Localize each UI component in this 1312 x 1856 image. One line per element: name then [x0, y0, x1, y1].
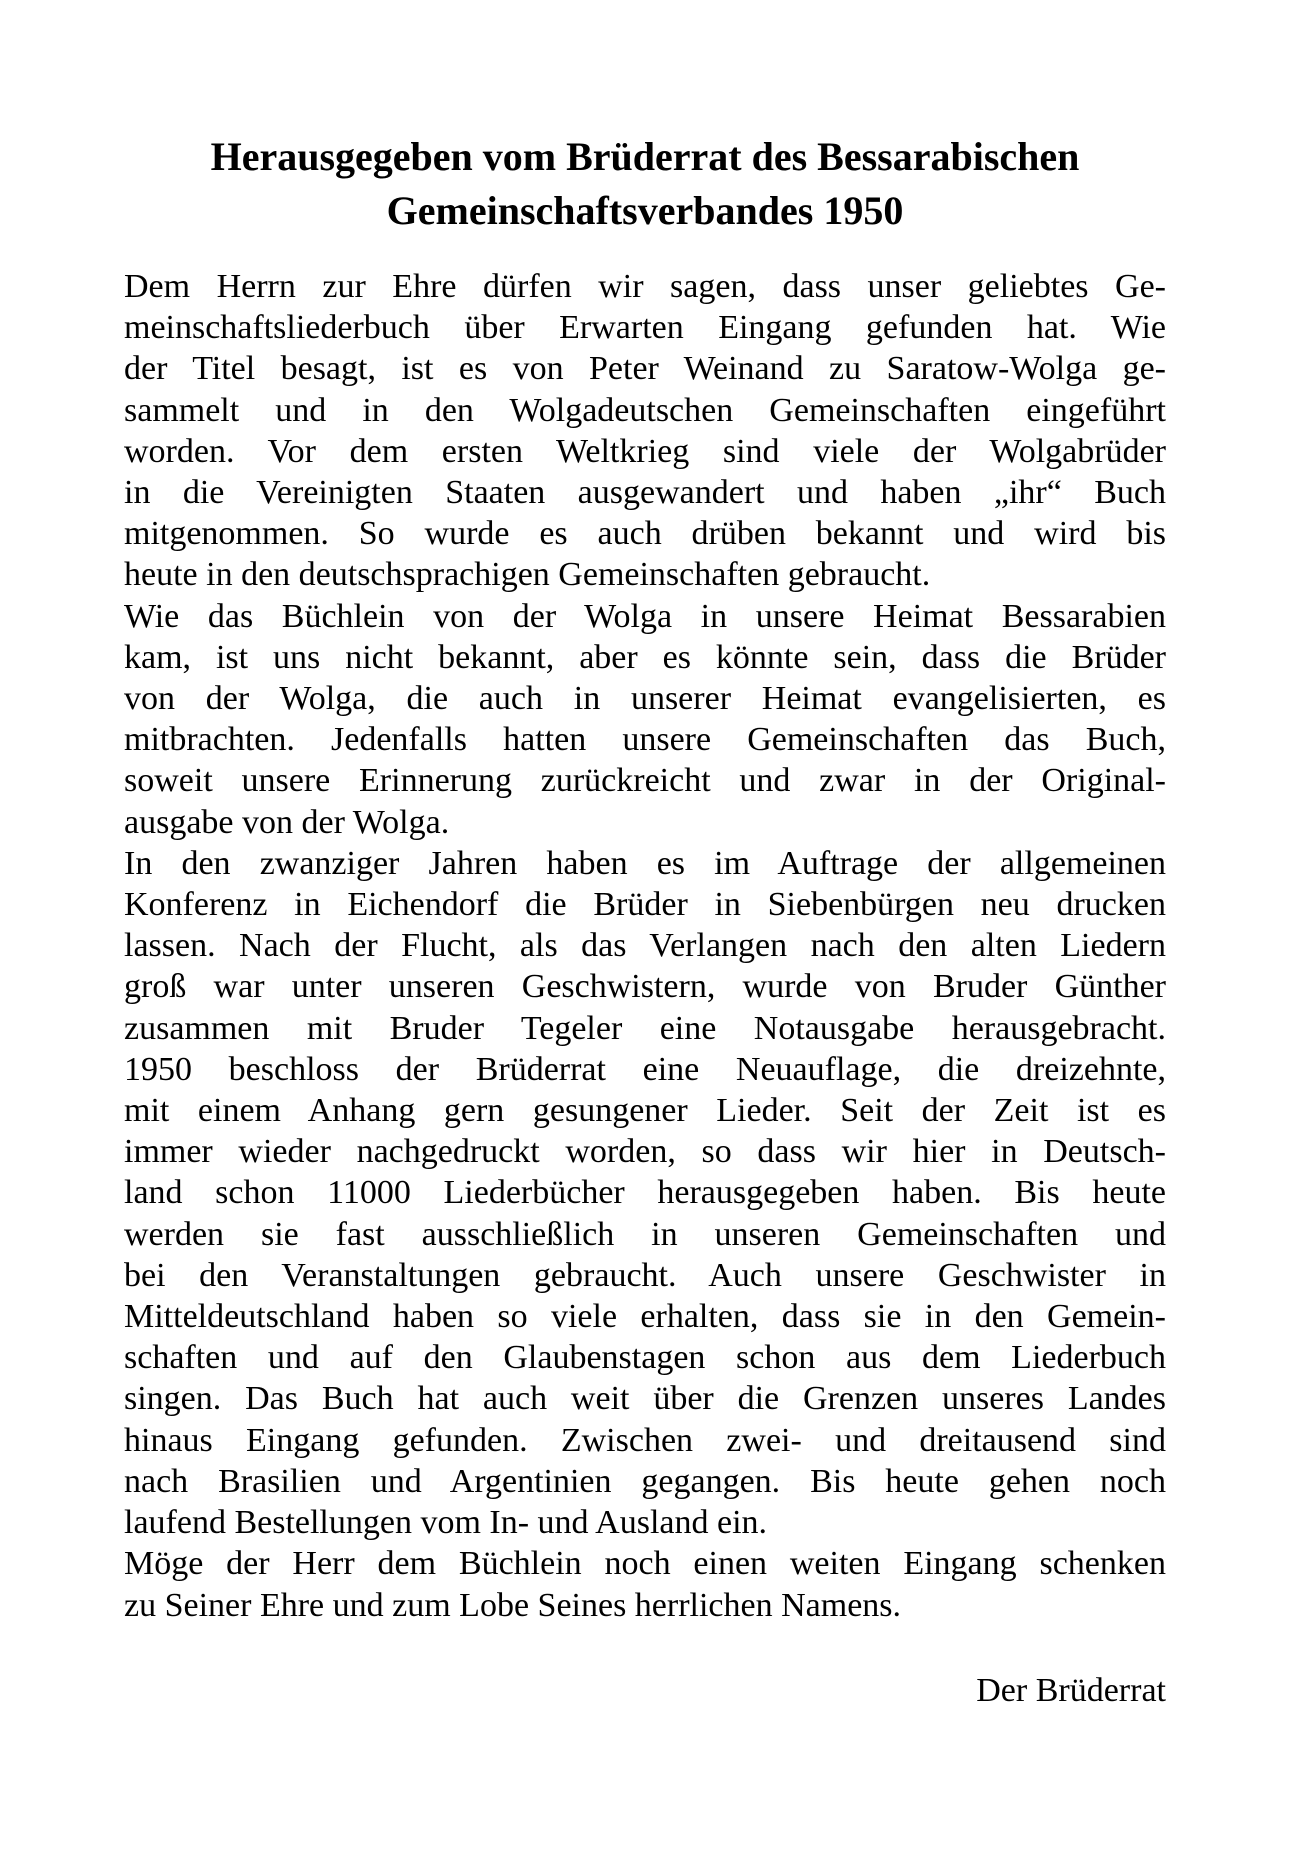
text-line: groß war unter unseren Geschwistern, wurde von Bruder Günther [124, 968, 1166, 1006]
text-line: Dem Herrn zur Ehre dürfen wir sagen, dass unser geliebtes Ge- [124, 268, 1166, 305]
body-paragraph [124, 596, 1166, 843]
text-line: mitgenommen. So wurde es auch drüben bekannt und wird bis [124, 515, 1166, 553]
title-line: Herausgegeben vom Brüderrat des Bessarabischen [210, 134, 1080, 179]
text-line: 1950 beschloss der Brüderrat eine Neuauflage, die dreizehnte, [124, 1050, 1166, 1088]
text-line: kam, ist uns nicht bekannt, aber es könnte sein, dass die Brüder [124, 638, 1166, 676]
text-line: mit einem Anhang gern gesungener Lieder. Seit der Zeit ist es [124, 1092, 1166, 1130]
body-paragraph [124, 843, 1166, 1543]
text-line: soweit unsere Erinnerung zurückreicht und zwar in der Original- [124, 762, 1166, 800]
text-line: zusammen mit Bruder Tegeler eine Notausgabe herausgebracht. [124, 1009, 1166, 1047]
text-line: sammelt und in den Wolgadeutschen Gemeinschaften eingeführt [124, 391, 1166, 429]
text-line: heute in den deutschsprachigen Gemeinschaften gebraucht. [124, 556, 931, 594]
body-paragraph [124, 1543, 1166, 1625]
text-line: Mitteldeutschland haben so viele erhalten, dass sie in den Gemein- [124, 1298, 1166, 1336]
text-line: Möge der Herr dem Büchlein noch einen weiten Eingang schenken [124, 1545, 1166, 1583]
text-line: werden sie fast ausschließlich in unseren Gemeinschaften und [124, 1215, 1166, 1253]
text-line: In den zwanziger Jahren haben es im Auftrage der allgemeinen [124, 844, 1166, 882]
text-line: lassen. Nach der Flucht, als das Verlangen nach den alten Liedern [124, 927, 1166, 965]
text-line: immer wieder nachgedruckt worden, so dass wir hier in Deutsch- [124, 1133, 1166, 1171]
text-line: der Titel besagt, ist es von Peter Weinand zu Saratow-Wolga ge- [124, 350, 1166, 388]
text-line: schaften und auf den Glaubenstagen schon aus dem Liederbuch [124, 1339, 1166, 1377]
text-line: Wie das Büchlein von der Wolga in unsere Heimat Bessarabien [124, 597, 1166, 635]
text-line: singen. Das Buch hat auch weit über die Grenzen unseres Landes [124, 1380, 1166, 1418]
text-line: worden. Vor dem ersten Weltkrieg sind viele der Wolgabrüder [124, 432, 1166, 470]
signature: Der Brüderrat [976, 1671, 1166, 1709]
text-line: von der Wolga, die auch in unserer Heimat evangelisierten, es [124, 680, 1166, 718]
text-line: in die Vereinigten Staaten ausgewandert und haben „ihr“ Buch [124, 474, 1166, 512]
text-line: meinschaftsliederbuch über Erwarten Eingang gefunden hat. Wie [124, 309, 1166, 347]
document-body [124, 266, 1166, 1626]
document-title [124, 130, 1166, 238]
text-line: ausgabe von der Wolga. [124, 803, 450, 841]
text-line: mitbrachten. Jedenfalls hatten unsere Gemeinschaften das Buch, [124, 721, 1166, 759]
text-line: zu Seiner Ehre und zum Lobe Seines herrlichen Namens. [124, 1586, 902, 1624]
text-line: land schon 11000 Liederbücher herausgegeben haben. Bis heute [124, 1174, 1166, 1212]
document-page [124, 130, 1166, 1711]
text-line: laufend Bestellungen vom In- und Ausland ein. [124, 1504, 768, 1542]
text-line: bei den Veranstaltungen gebraucht. Auch unsere Geschwister in [124, 1256, 1166, 1294]
body-paragraph [124, 266, 1166, 596]
text-line: Konferenz in Eichendorf die Brüder in Siebenbürgen neu drucken [124, 886, 1166, 924]
text-line: hinaus Eingang gefunden. Zwischen zwei- und dreitausend sind [124, 1421, 1166, 1459]
text-line: nach Brasilien und Argentinien gegangen. Bis heute gehen noch [124, 1462, 1166, 1500]
title-line: Gemeinschaftsverbandes 1950 [386, 188, 904, 233]
